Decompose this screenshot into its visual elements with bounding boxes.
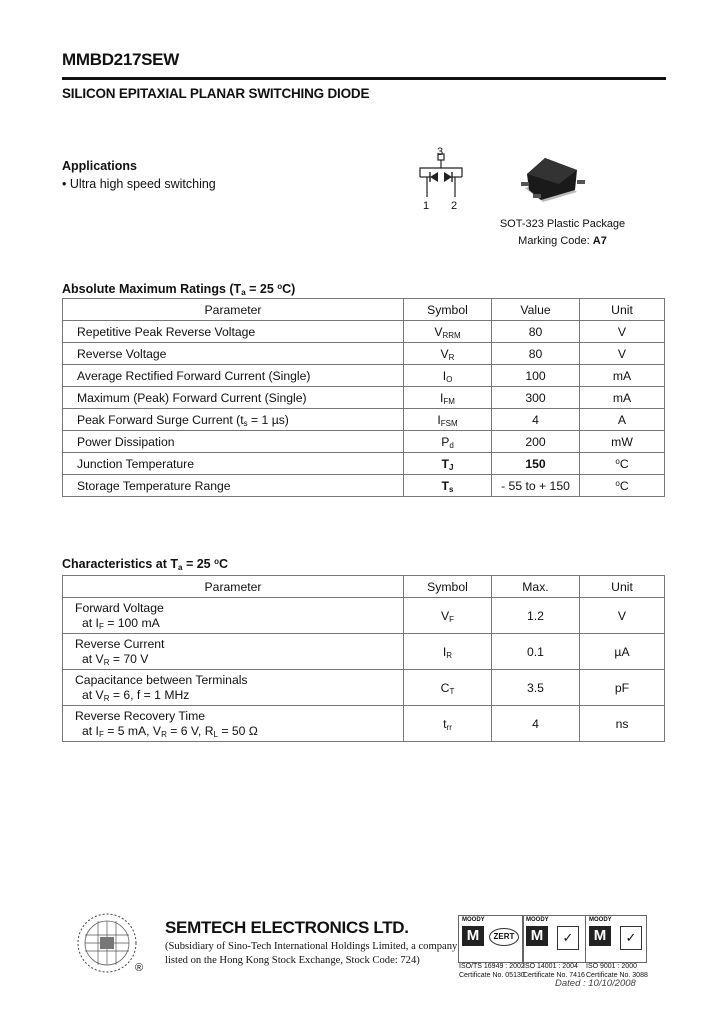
table-row: Reverse Current at $V_R = 70$ V $I_R$ 0.1 µA <box>63 634 665 670</box>
abs-max-heading: Absolute Maximum Ratings ($T_a = 25$ $^o$C) <box>62 282 296 297</box>
col-header-value: Value <box>492 299 580 321</box>
col-header-parameter: Parameter <box>63 576 404 598</box>
check-seal-icon: ✓ <box>620 926 642 950</box>
cert-text-iso-ts: ISO/TS 16949 : 2002 Certificate No. 05130 <box>459 963 525 979</box>
check-seal-icon: ✓ <box>557 926 579 950</box>
sot323-package-image <box>515 150 605 210</box>
pin-3-label: 3 <box>437 146 444 158</box>
dated-label: Dated : 10/10/2008 <box>555 978 636 989</box>
title-rule <box>62 77 666 80</box>
marking-code-label: Marking Code: <box>518 235 593 247</box>
col-header-max: Max. <box>492 576 580 598</box>
moody-m-icon: M <box>462 926 484 946</box>
pin-2-label: 2 <box>451 200 458 212</box>
moody-m-icon: M <box>526 926 548 946</box>
pin-1-label: 1 <box>423 200 430 212</box>
table-row: Maximum (Peak) Forward Current (Single) $I_{FM}$ 300 mA <box>63 387 665 409</box>
col-header-parameter: Parameter <box>63 299 404 321</box>
characteristics-heading: Characteristics at $T_a = 25$ $^o$C <box>62 557 229 572</box>
company-name: SEMTECH ELECTRONICS LTD. <box>165 918 409 937</box>
application-item: • Ultra high speed switching <box>62 177 216 191</box>
table-row: Forward Voltage at $I_F = 100$ mA $V_F$ 1.2 V <box>63 598 665 634</box>
col-header-symbol: Symbol <box>404 576 492 598</box>
table-row: Peak Forward Surge Current ($t_s = 1$ µs) $I_{FSM}$ 4 A <box>63 409 665 431</box>
applications-heading: Applications <box>62 159 138 173</box>
subsidiary-note: (Subsidiary of Sino-Tech International Holdings Limited, a company listed on the Hong Kong Stock Exchange, Stock Code: 724) <box>165 941 458 966</box>
cert-text-iso-9001: ISO 9001 : 2000 Certificate No. 3088 <box>586 963 648 979</box>
cert-badge-iso-9001: MOODY M ✓ <box>585 915 647 963</box>
schematic-lines <box>420 154 462 197</box>
table-row: Reverse Recovery Time at $I_F = 5$ mA, $V_R = 6$ V, $R_L = 50$ Ω $t_{rr}$ 4 ns <box>63 706 665 742</box>
table-row: Storage Temperature Range $T_s$ - 55 to + 150 $^o$C <box>63 475 665 497</box>
table-row: Capacitance between Terminals at $V_R = 6$, f = 1 MHz $C_T$ 3.5 pF <box>63 670 665 706</box>
table-row: Reverse Voltage $V_R$ 80 V <box>63 343 665 365</box>
characteristics-table <box>62 575 665 742</box>
cert-badge-iso-14001: MOODY M ✓ <box>522 915 586 963</box>
col-header-unit: Unit <box>580 576 665 598</box>
device-subtitle: SILICON EPITAXIAL PLANAR SWITCHING DIODE <box>62 86 370 101</box>
table-row: Power Dissipation $P_d$ 200 mW <box>63 431 665 453</box>
diode-right-icon <box>444 172 452 182</box>
table-header-row <box>63 576 665 598</box>
moody-m-icon: M <box>589 926 611 946</box>
col-header-symbol: Symbol <box>404 299 492 321</box>
part-number: MMBD217SEW <box>62 50 179 69</box>
package-caption: SOT-323 Plastic Package <box>499 218 626 230</box>
semtech-globe-logo <box>76 912 138 974</box>
registered-mark: ® <box>135 962 144 974</box>
cert-badge-iso-ts: MOODY M ZERT <box>458 915 524 963</box>
col-header-unit: Unit <box>580 299 665 321</box>
marking-code-line <box>490 235 635 247</box>
diode-left-icon <box>430 172 438 182</box>
table-row: Repetitive Peak Reverse Voltage $V_{RRM}$ 80 V <box>63 321 665 343</box>
table-row: Average Rectified Forward Current (Single) $I_O$ 100 mA <box>63 365 665 387</box>
marking-code-value: A7 <box>592 235 607 247</box>
table-header-row <box>63 299 665 321</box>
cert-text-iso-14001: ISO 14001 : 2004 Certificate No. 7416 <box>523 963 585 979</box>
zert-icon: ZERT <box>489 928 519 946</box>
table-row: Junction Temperature $T_J$ 150 $^o$C <box>63 453 665 475</box>
abs-max-table <box>62 298 665 497</box>
